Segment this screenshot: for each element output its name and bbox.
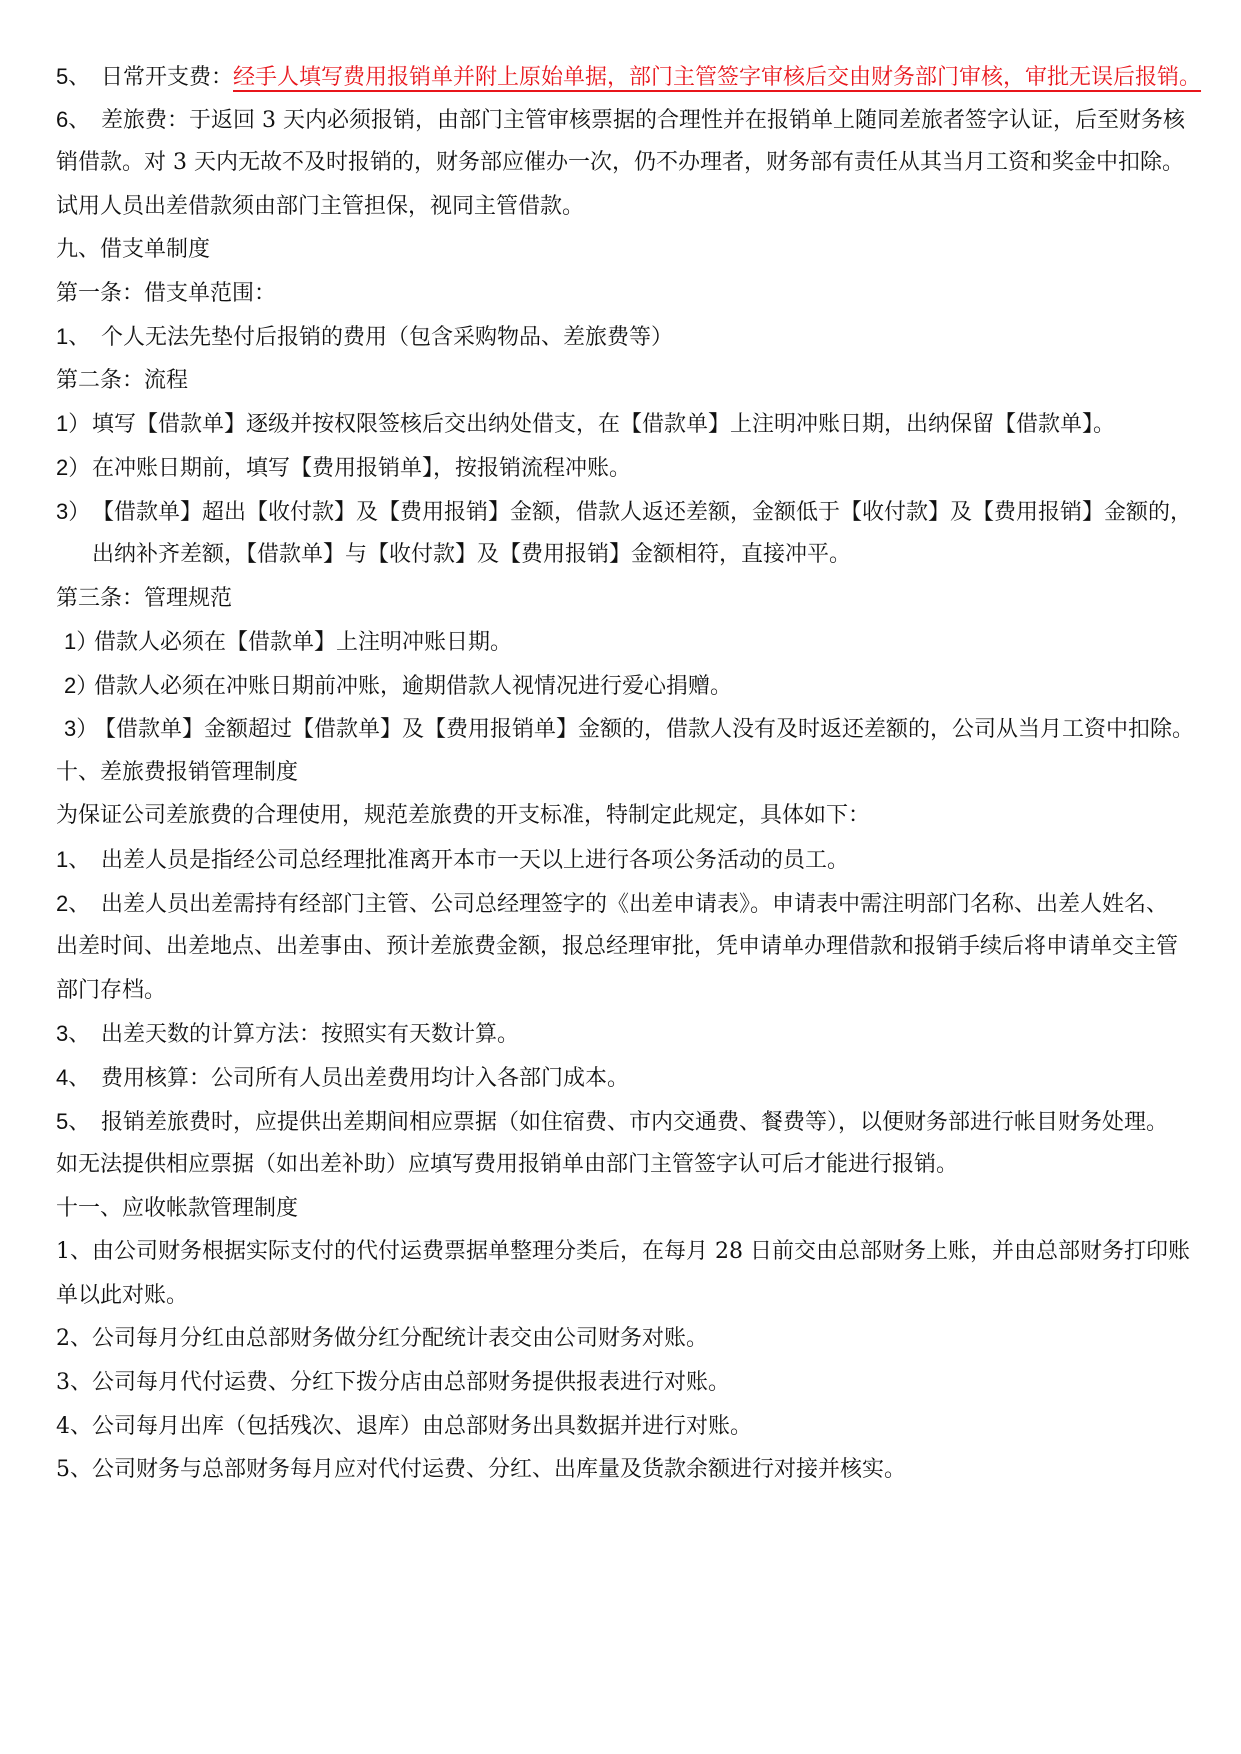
- item-number: 1、: [56, 847, 91, 872]
- line-text: 第二条：流程: [56, 368, 189, 393]
- line-text: 如无法提供相应票据（如出差补助）应填写费用报销单由部门主管签字认可后才能进行报销。: [56, 1152, 959, 1177]
- paragraph-line: [56, 932, 1178, 962]
- paragraph-line: [56, 1412, 752, 1442]
- paragraph-line: [56, 148, 1184, 178]
- item-number: 6、: [56, 107, 91, 132]
- line-text: 部门存档。: [56, 978, 167, 1003]
- paragraph-line: [64, 714, 1194, 745]
- line-text: 2、公司每月分红由总部财务做分红分配统计表交由公司财务对账。: [56, 1326, 708, 1351]
- line-text: 3、公司每月代付运费、分红下拨分店由总部财务提供报表进行对账。: [56, 1370, 730, 1395]
- line-text: 4、公司每月出库（包括残次、退库）由总部财务出具数据并进行对账。: [56, 1414, 752, 1439]
- paragraph-line: [56, 105, 1185, 136]
- clause-heading: [56, 584, 232, 614]
- paragraph-line: [92, 540, 851, 570]
- item-number: 1）: [64, 629, 99, 654]
- paragraph-line: [56, 62, 1201, 93]
- line-text: 5、公司财务与总部财务每月应对代付运费、分红、出库量及货款余额进行对接并核实。: [56, 1457, 906, 1482]
- paragraph-line: [56, 845, 849, 876]
- line-text: 借款人必须在冲账日期前冲账，逾期借款人视情况进行爱心捐赠。: [94, 674, 733, 699]
- item-number: 3）: [56, 499, 91, 524]
- line-text: 为保证公司差旅费的合理使用，规范差旅费的开支标准，特制定此规定，具体如下：: [56, 803, 871, 828]
- line-text: 报销差旅费时，应提供出差期间相应票据（如住宿费、市内交通费、餐费等），以便财务部进行帐目财务处理。: [101, 1110, 1169, 1135]
- line-text: 十一、应收帐款管理制度: [56, 1196, 299, 1221]
- paragraph-line: [56, 497, 1192, 528]
- paragraph-line: [56, 889, 1168, 920]
- line-text: 试用人员出差借款须由部门主管担保，视同主管借款。: [56, 194, 585, 219]
- line-text: 出差天数的计算方法：按照实有天数计算。: [101, 1022, 520, 1047]
- paragraph-line: [56, 1455, 906, 1485]
- paragraph-line: [56, 1324, 708, 1354]
- paragraph-line: [56, 322, 673, 353]
- line-text: 费用核算：公司所有人员出差费用均计入各部门成本。: [101, 1066, 630, 1091]
- line-text: 单以此对账。: [56, 1283, 189, 1308]
- item-number: 1）: [56, 411, 91, 436]
- line-text: 九、借支单制度: [56, 237, 211, 262]
- paragraph-line: [64, 671, 732, 702]
- line-text: 出纳补齐差额，【借款单】与【收付款】及【费用报销】金额相符，直接冲平。: [92, 542, 852, 567]
- line-text: 【借款单】金额超过【借款单】及【费用报销单】金额的，借款人没有及时返还差额的，公司从当月工资中扣除。: [94, 717, 1195, 742]
- line-text: 【借款单】超出【收付款】及【费用报销】金额，借款人返还差额，金额低于【收付款】及【费用报销】金额的，: [92, 500, 1193, 525]
- item-number: 1、: [56, 324, 91, 349]
- line-text: 第三条：管理规范: [56, 586, 233, 611]
- item-number: 5、: [56, 64, 91, 89]
- paragraph-line: [56, 453, 631, 484]
- paragraph-line: [56, 409, 1115, 440]
- item-number: 2）: [56, 455, 91, 480]
- paragraph-line: [56, 1107, 1168, 1138]
- line-text: 个人无法先垫付后报销的费用（包含采购物品、差旅费等）: [101, 325, 674, 350]
- item-number: 2）: [64, 673, 99, 698]
- paragraph-line: [56, 192, 584, 222]
- paragraph-line: [56, 976, 166, 1006]
- paragraph-line: [56, 801, 870, 831]
- paragraph-line: [56, 1150, 958, 1180]
- paragraph-line: [56, 1237, 1190, 1267]
- line-text: 1、由公司财务根据实际支付的代付运费票据单整理分类后，在每月 28 日前交由总部财务上账，并由总部财务打印账: [56, 1239, 1190, 1264]
- line-text: 在冲账日期前，填写【费用报销单】，按报销流程冲账。: [92, 456, 632, 481]
- line-text: 出差人员是指经公司总经理批准离开本市一天以上进行各项公务活动的员工。: [101, 848, 850, 873]
- line-text: 差旅费：于返回 3 天内必须报销，由部门主管审核票据的合理性并在报销单上随同差旅者签字认证，后至财务核: [101, 108, 1185, 133]
- clause-heading: [56, 366, 188, 396]
- line-text: 出差时间、出差地点、出差事由、预计差旅费金额，报总经理审批，凭申请单办理借款和报销手续后将申请单交主管: [56, 934, 1179, 959]
- line-text: 十、差旅费报销管理制度: [56, 760, 299, 785]
- item-number: 3、: [56, 1021, 91, 1046]
- section-heading: [56, 1194, 298, 1224]
- item-number: 3）: [64, 716, 99, 741]
- section-heading: [56, 235, 210, 265]
- line-text: 销借款。对 3 天内无故不及时报销的，财务部应催办一次，仍不办理者，财务部有责任从其当月工资和奖金中扣除。: [56, 150, 1184, 175]
- paragraph-line: [56, 1019, 519, 1050]
- line-text: 出差人员出差需持有经部门主管、公司总经理签字的《出差申请表》。申请表中需注明部门名称、出差人姓名、: [101, 892, 1169, 917]
- line-text: 第一条：借支单范围：: [56, 281, 277, 306]
- section-heading: [56, 758, 298, 788]
- clause-heading: [56, 279, 276, 309]
- paragraph-line: [56, 1063, 629, 1094]
- line-text: 日常开支费：: [101, 65, 234, 90]
- paragraph-line: [56, 1368, 730, 1398]
- line-text: 借款人必须在【借款单】上注明冲账日期。: [94, 630, 513, 655]
- item-number: 2、: [56, 891, 91, 916]
- paragraph-line: [56, 1281, 188, 1311]
- paragraph-line: [64, 627, 512, 658]
- item-number: 4、: [56, 1065, 91, 1090]
- item-number: 5、: [56, 1109, 91, 1134]
- highlighted-text: 经手人填写费用报销单并附上原始单据，部门主管签字审核后交由财务部门审核，审批无误后报销。: [233, 65, 1202, 90]
- line-text: 填写【借款单】逐级并按权限签核后交出纳处借支，在【借款单】上注明冲账日期，出纳保留【借款单】。: [92, 412, 1116, 437]
